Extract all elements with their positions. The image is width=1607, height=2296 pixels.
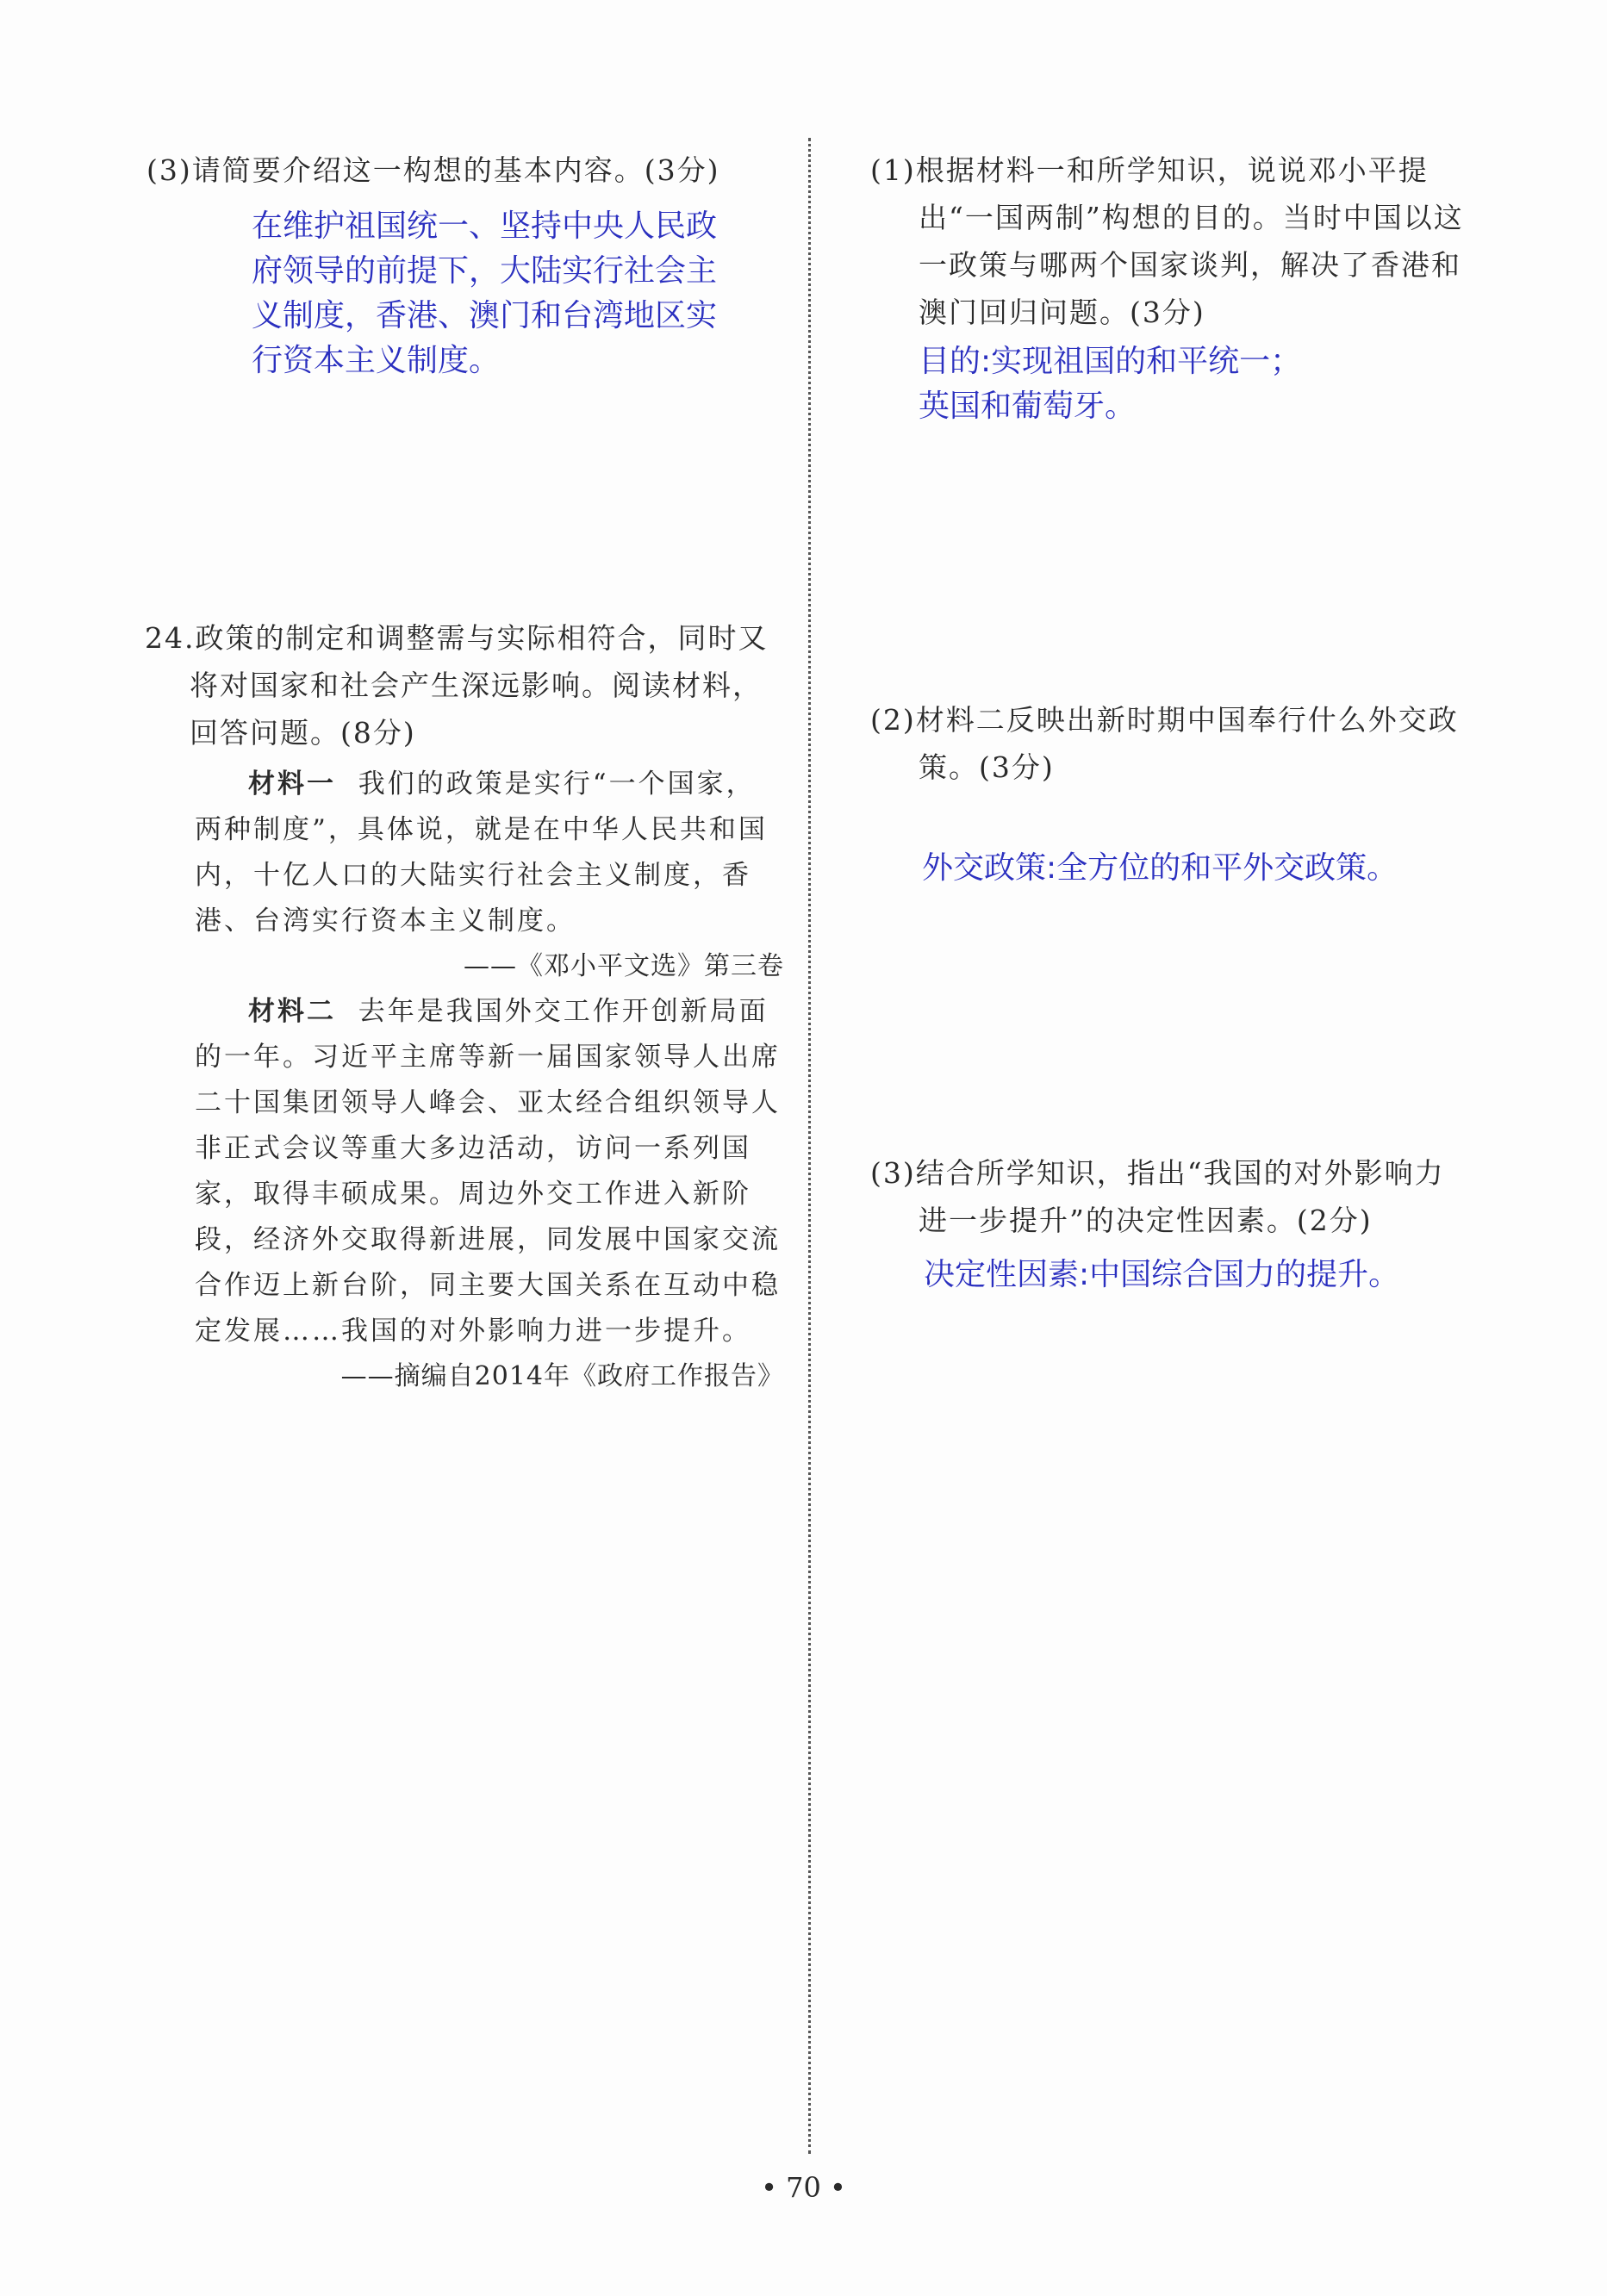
question-24-intro: 24.政策的制定和调整需与实际相符合，同时又将对国家和社会产生深远影响。阅读材料，回答问题。(8分) bbox=[145, 621, 769, 750]
answer-3-right: 决定性因素:中国综合国力的提升。 bbox=[924, 1257, 1400, 1292]
material-1-label: 材料一 bbox=[248, 768, 336, 800]
answer-3-left: 在维护祖国统一、坚持中央人民政府领导的前提下，大陆实行社会主义制度，香港、澳门和台湾地区实行资本主义制度。 bbox=[252, 208, 718, 378]
column-divider bbox=[808, 138, 811, 2154]
answer-1-countries: 英国和葡萄牙。 bbox=[919, 389, 1137, 424]
left-column bbox=[146, 146, 784, 1399]
question-3-right: (3)结合所学知识，指出“我国的对外影响力进一步提升”的决定性因素。(2分) bbox=[870, 1156, 1445, 1237]
material-1-text: 我们的政策是实行“一个国家，两种制度”，具体说，就是在中华人民共和国内，十亿人口的大陆实行社会主义制度，香港、台湾实行资本主义制度。 bbox=[195, 768, 768, 936]
right-column bbox=[870, 146, 1473, 1297]
question-3-left: (3)请简要介绍这一构想的基本内容。(3分) bbox=[146, 153, 720, 187]
page-number: • 70 • bbox=[761, 2171, 846, 2204]
material-2 bbox=[195, 989, 784, 1354]
material-2-text: 去年是我国外交工作开创新局面的一年。习近平主席等新一届国家领导人出席二十国集团领导人峰会、亚太经合组织领导人非正式会议等重大多边活动，访问一系列国家，取得丰硕成果。周边外交工作进入新阶段，经济外交取得新进展，同发展中国家交流合作迈上新台阶，同主要大国关系在互动中稳定发展……我国的对外影响力进一步提升。 bbox=[195, 996, 781, 1347]
material-2-label: 材料二 bbox=[248, 996, 336, 1027]
answer-2: 外交政策:全方位的和平外交政策。 bbox=[922, 850, 1398, 886]
question-1-right: (1)根据材料一和所学知识，说说邓小平提出“一国两制”构想的目的。当时中国以这一政策与哪两个国家谈判，解决了香港和澳门回归问题。(3分) bbox=[870, 153, 1464, 329]
material-2-source: ——摘编自2014年《政府工作报告》 bbox=[340, 1361, 784, 1391]
question-2-right: (2)材料二反映出新时期中国奉行什么外交政策。(3分) bbox=[870, 703, 1459, 784]
material-1 bbox=[195, 762, 784, 944]
answer-1-purpose: 目的:实现祖国的和平统一； bbox=[919, 344, 1302, 379]
material-1-source: ——《邓小平文选》第三卷 bbox=[464, 951, 784, 981]
